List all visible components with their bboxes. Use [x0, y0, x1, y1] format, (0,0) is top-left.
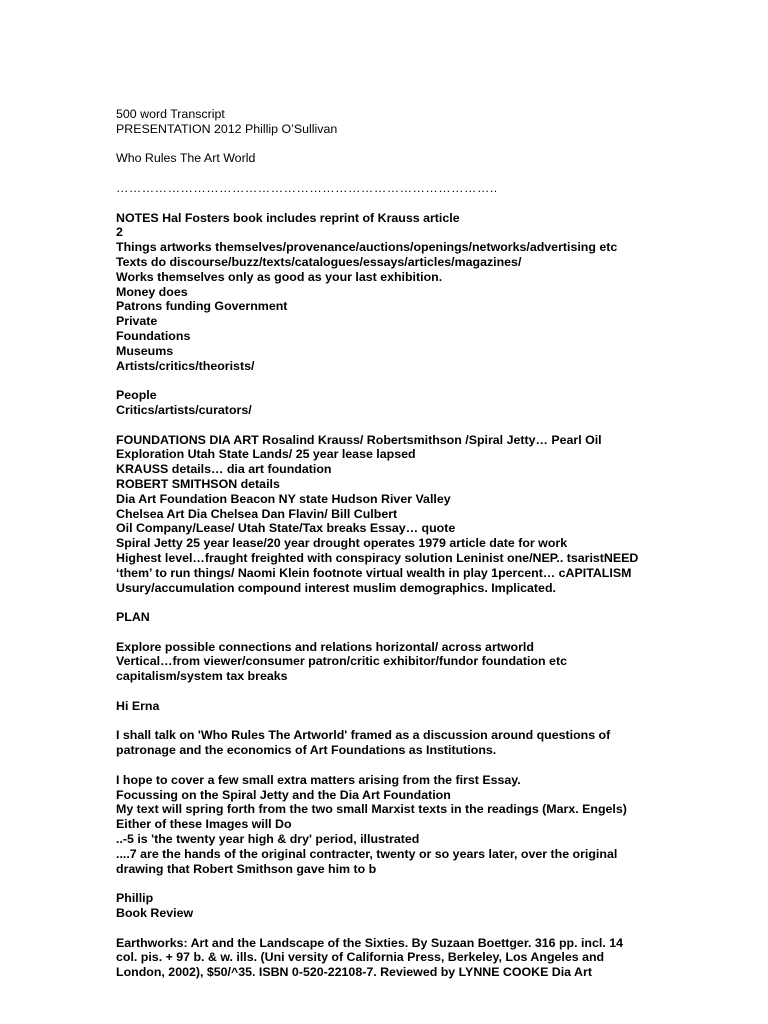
foundations-line: Highest level…fraught freighted with conspiracy solution Leninist one/NEP.. tsaristNEED	[116, 550, 639, 565]
essay-line: drawing that Robert Smithson gave him to b	[116, 861, 377, 876]
foundations-line: Exploration Utah State Lands/ 25 year lease lapsed	[116, 447, 416, 462]
blank-line	[116, 876, 756, 891]
notes-line: Artists/critics/theorists/	[116, 358, 255, 373]
foundations-line: FOUNDATIONS DIA ART Rosalind Krauss/ Robertsmithson /Spiral Jetty… Pearl Oil	[116, 432, 602, 447]
plan-line: capitalism/system tax breaks	[116, 669, 288, 684]
notes-section	[116, 211, 756, 980]
blank-line	[116, 625, 756, 640]
foundations-line: KRAUSS details… dia art foundation	[116, 462, 332, 477]
talk-line: patronage and the economics of Art Foundations as Institutions.	[116, 743, 497, 758]
notes-line: Patrons funding Government	[116, 299, 288, 314]
people-line: Critics/artists/curators/	[116, 402, 252, 417]
notes-line: Texts do discourse/buzz/texts/catalogues/essays/articles/magazines/	[116, 254, 522, 269]
citation-line: Earthworks: Art and the Landscape of the Sixties. By Suzaan Boettger. 316 pp. incl. 14	[116, 935, 623, 950]
notes-line: Things artworks themselves/provenance/auctions/openings/networks/advertising etc	[116, 240, 618, 255]
foundations-line: ‘them’ to run things/ Naomi Klein footnote virtual wealth in play 1percent… cAPITALISM	[116, 565, 632, 580]
essay-line: Either of these Images will Do	[116, 817, 292, 832]
notes-line: Works themselves only as good as your last exhibition.	[116, 269, 443, 284]
essay-line: Focussing on the Spiral Jetty and the Dia Art Foundation	[116, 787, 451, 802]
foundations-line: Usury/accumulation compound interest muslim demographics. Implicated.	[116, 580, 556, 595]
people-heading: People	[116, 388, 157, 403]
blank-line	[116, 166, 756, 181]
essay-line: I hope to cover a few small extra matters arising from the first Essay.	[116, 772, 521, 787]
doc-title: Who Rules The Art World	[116, 151, 256, 166]
document-page	[116, 107, 756, 980]
dotted-separator: ……………………………………………………………………………..	[116, 180, 498, 195]
notes-line: Private	[116, 314, 158, 329]
notes-line: 2	[116, 225, 123, 240]
notes-line: NOTES Hal Fosters book includes reprint of Krauss article	[116, 210, 460, 225]
signoff-name: Phillip	[116, 891, 154, 906]
talk-line: I shall talk on 'Who Rules The Artworld' framed as a discussion around questions of	[116, 728, 611, 743]
blank-line	[116, 418, 756, 433]
foundations-line: Oil Company/Lease/ Utah State/Tax breaks Essay… quote	[116, 521, 456, 536]
essay-line: ....7 are the hands of the original contracter, twenty or so years later, over the original	[116, 846, 618, 861]
citation-line: London, 2002), $50/^35. ISBN 0-520-22108-7. Reviewed by LYNNE COOKE Dia Art	[116, 965, 592, 980]
blank-line	[116, 921, 756, 936]
blank-line	[116, 684, 756, 699]
notes-line: Foundations	[116, 328, 191, 343]
greeting: Hi Erna	[116, 698, 160, 713]
notes-line: Museums	[116, 343, 174, 358]
blank-line	[116, 595, 756, 610]
citation-line: col. pis. + 97 b. & w. ills. (Uni versity of California Press, Berkeley, Los Angeles and	[116, 950, 605, 965]
foundations-line: ROBERT SMITHSON details	[116, 476, 280, 491]
blank-line	[116, 196, 756, 211]
blank-line	[116, 373, 756, 388]
blank-line	[116, 714, 756, 729]
foundations-line: Dia Art Foundation Beacon NY state Hudson River Valley	[116, 491, 451, 506]
plan-heading: PLAN	[116, 610, 150, 625]
foundations-line: Spiral Jetty 25 year lease/20 year drought operates 1979 article date for work	[116, 536, 568, 551]
book-review-heading: Book Review	[116, 906, 194, 921]
blank-line	[116, 137, 756, 152]
essay-line: My text will spring forth from the two small Marxist texts in the readings (Marx. Engels)	[116, 802, 627, 817]
foundations-line: Chelsea Art Dia Chelsea Dan Flavin/ Bill Culbert	[116, 506, 398, 521]
notes-line: Money does	[116, 284, 188, 299]
plan-line: Vertical…from viewer/consumer patron/critic exhibitor/fundor foundation etc	[116, 654, 567, 669]
doc-heading-line-1: 500 word Transcript	[116, 107, 225, 121]
essay-line: ..-5 is 'the twenty year high & dry' period, illustrated	[116, 832, 420, 847]
doc-heading-line-2: PRESENTATION 2012 Phillip O’Sullivan	[116, 121, 338, 136]
plan-line: Explore possible connections and relations horizontal/ across artworld	[116, 639, 534, 654]
blank-line	[116, 758, 756, 773]
